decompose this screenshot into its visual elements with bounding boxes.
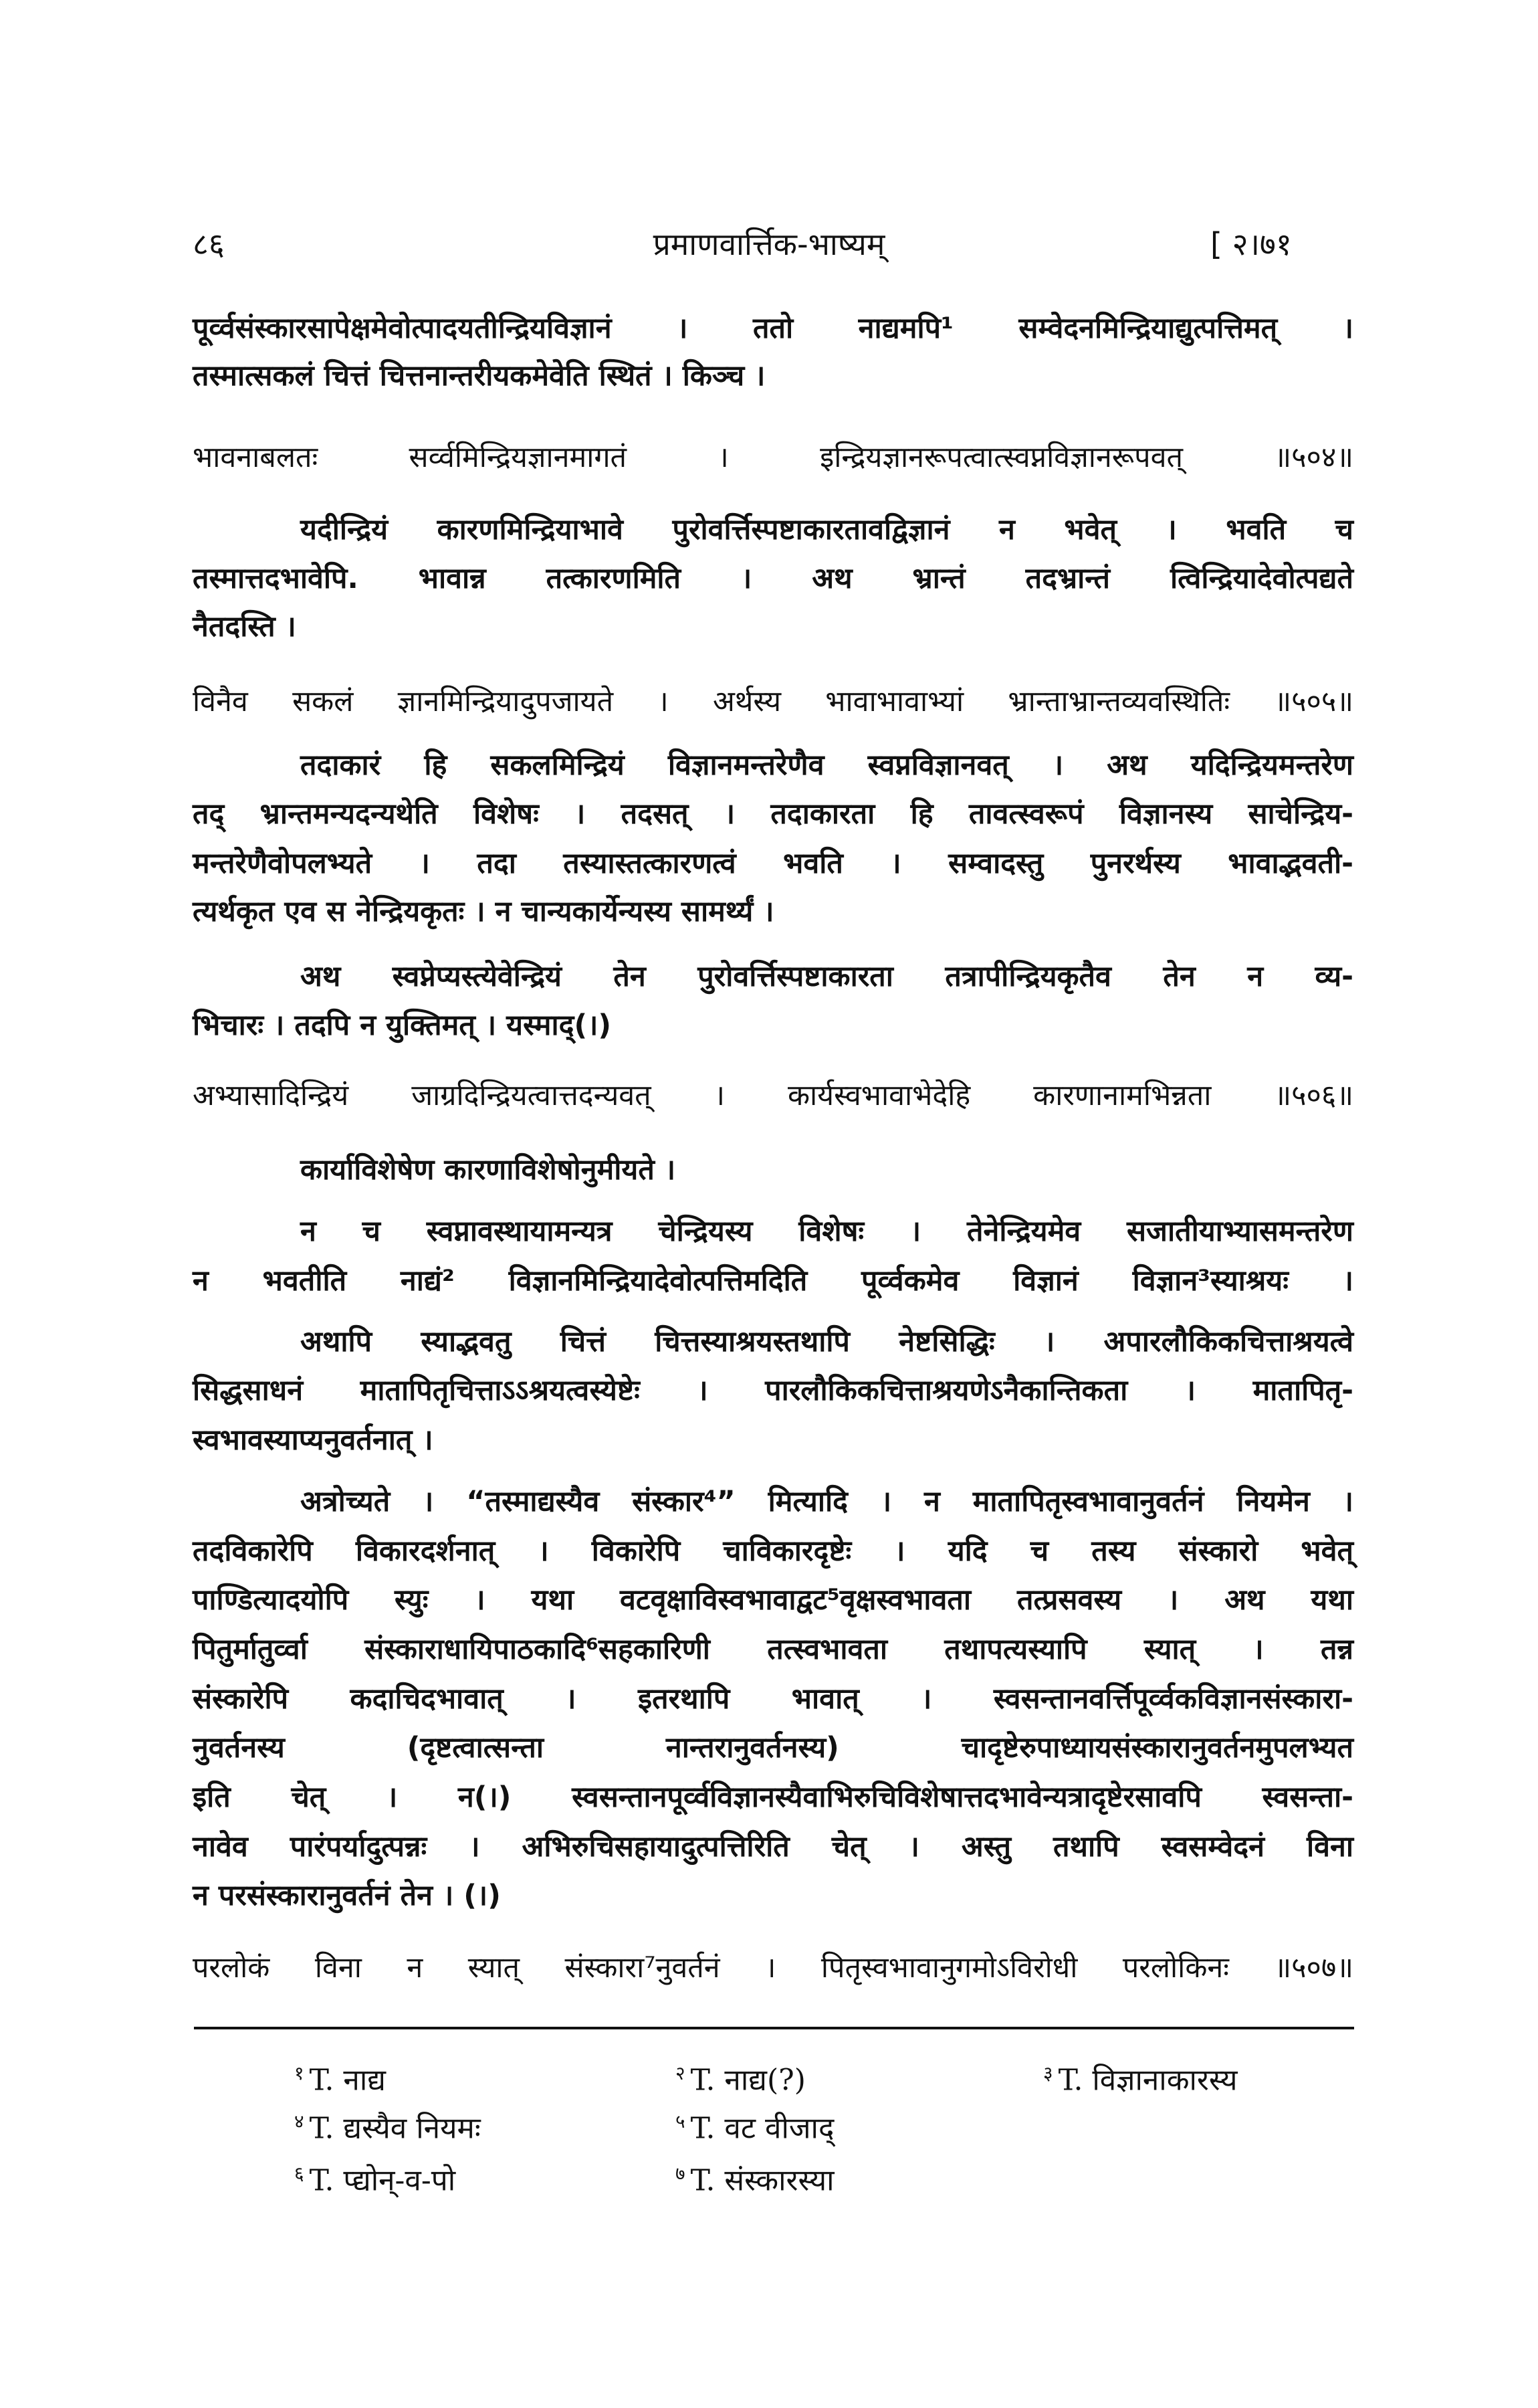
text-line: संस्कारेपि कदाचिदभावात् । इतरथापि भावात् । स्वसन्तानवर्त्तिपूर्व्वकविज्ञानसंस्कारा-: [193, 1682, 1353, 1716]
text-line: सिद्धसाधनं मातापितृचित्ताऽऽश्रयत्वस्येष्टेः । पारलौकिकचित्ताश्रयणेऽनैकान्तिकता । मातापितृ-: [193, 1374, 1353, 1407]
footnote-marker: ३: [1043, 2062, 1053, 2084]
text-line: पूर्व्वसंस्कारसापेक्षमेवोत्पादयतीन्द्रियविज्ञानं । ततो नाद्यमपि¹ सम्वेदनमिन्द्रियाद्युत्पत्तिमत् ।: [193, 312, 1353, 345]
footnote-text: T. वट वीजाद्: [690, 2111, 835, 2146]
text-line: नुवर्तनस्य (दृष्टत्वात्सन्ता नान्तरानुवर्तनस्य) चादृष्टेरुपाध्यायसंस्कारानुवर्तनमुपलभ्यत: [193, 1731, 1353, 1765]
verse-line: परलोकं विना न स्यात् संस्कारा⁷नुवर्तनं । पितृस्वभावानुगमोऽविरोधी परलोकिनः ॥५०७॥: [193, 1951, 1353, 1985]
text-line: नैतदस्ति ।: [193, 610, 296, 643]
footnote-marker: ७: [675, 2163, 685, 2185]
footnote-divider: [194, 2027, 1354, 2029]
footnote-marker: ४: [294, 2110, 304, 2132]
running-title: प्रमाणवार्त्तिक-भाष्यम्: [653, 226, 885, 262]
text-line: नावेव पारंपर्यादुत्पन्नः । अभिरुचिसहायादुत्पत्तिरिति चेत् । अस्तु तथापि स्वसम्वेदनं विना: [193, 1830, 1353, 1864]
page-number: ८६: [193, 226, 225, 262]
text-line: अथापि स्याद्भवतु चित्तं चित्तस्याश्रयस्तथापि नेष्टसिद्धिः । अपारलौकिकचित्ताश्रयत्वे: [300, 1325, 1353, 1359]
footnote-text: T. द्यस्यैव नियमः: [309, 2111, 481, 2146]
text-line: स्वभावस्याप्यनुवर्तनात् ।: [193, 1423, 433, 1457]
text-line: इति चेत् । न(।) स्वसन्तानपूर्व्वविज्ञानस्यैवाभिरुचिविशेषात्तदभावेन्यत्रादृष्टेरसावपि स्वसन्ता-: [193, 1781, 1353, 1814]
text-line: अत्रोच्यते । “तस्माद्यस्यैव संस्कार⁴” मित्यादि । न मातापितृस्वभावानुवर्तनं नियमेन ।: [300, 1485, 1353, 1518]
text-line: तदविकारेपि विकारदर्शनात् । विकारेपि चाविकारदृष्टेः । यदि च तस्य संस्कारो भवेत्: [193, 1534, 1353, 1568]
text-line: मन्तरेणैवोपलभ्यते । तदा तस्यास्तत्कारणत्वं भवति । सम्वादस्तु पुनरर्थस्य भावाद्भवती-: [193, 847, 1353, 880]
text-line: त्यर्थकृत एव स नेन्द्रियकृतः । न चान्यकार्येन्यस्य सामर्थ्यं ।: [193, 895, 774, 928]
text-line: तदाकारं हि सकलमिन्द्रियं विज्ञानमन्तरेणैव स्वप्नविज्ञानवत् । अथ यदिन्द्रियमन्तरेण: [300, 748, 1353, 782]
footnote-text: T. विज्ञानाकारस्य: [1058, 2063, 1238, 2098]
text-line: कार्याविशेषेण कारणाविशेषोनुमीयते ।: [300, 1153, 676, 1187]
text-line: यदीन्द्रियं कारणमिन्द्रियाभावे पुरोवर्त्तिस्पष्टाकारतावद्विज्ञानं न भवेत् । भवति च: [300, 513, 1353, 546]
footnote-marker: २: [675, 2062, 685, 2084]
text-line: न च स्वप्नावस्थायामन्यत्र चेन्द्रियस्य विशेषः । तेनेन्द्रियमेव सजातीयाभ्यासमन्तरेण: [300, 1215, 1353, 1248]
footnote: [1043, 2052, 1238, 2098]
footnote: [294, 2052, 386, 2098]
footnote-text: T. संस्कारस्या: [690, 2163, 835, 2198]
verse-line: विनैव सकलं ज्ञानमिन्द्रियादुपजायते । अर्थस्य भावाभावाभ्यां भ्रान्ताभ्रान्तव्यवस्थितिः ॥५०५॥: [193, 685, 1353, 718]
verse-line: अभ्यासादिन्द्रियं जाग्रदिन्द्रियत्वात्तदन्यवत् । कार्यस्वभावाभेदेहि कारणानामभिन्नता ॥५०६॥: [193, 1079, 1353, 1112]
footnote: [675, 2100, 835, 2146]
text-line: अथ स्वप्नेप्यस्त्येवेन्द्रियं तेन पुरोवर्त्तिस्पष्टाकारता तत्रापीन्द्रियकृतैव तेन न व्य-: [300, 960, 1353, 993]
footnote: [675, 2052, 806, 2098]
footnote: [294, 2152, 456, 2198]
footnote-text: T. प्द्योन्-व-पो: [309, 2163, 456, 2198]
text-line: तद् भ्रान्तमन्यदन्यथेति विशेषः । तदसत् । तदाकारता हि तावत्स्वरूपं विज्ञानस्य साचेन्द्रिय-: [193, 797, 1353, 831]
footnote-text: T. नाद्य: [309, 2063, 386, 2098]
footnote-marker: ५: [675, 2110, 685, 2132]
text-line: भिचारः । तदपि न युक्तिमत् । यस्माद्(।): [193, 1009, 612, 1042]
footnote-text: T. नाद्य(?): [690, 2063, 806, 2098]
footnote-marker: ६: [294, 2163, 304, 2185]
verse-line: भावनाबलतः सर्व्वमिन्द्रियज्ञानमागतं । इन्द्रियज्ञानरूपत्वात्स्वप्नविज्ञानरूपवत् ॥५०४॥: [193, 441, 1353, 474]
section-reference: [ २।७१: [1210, 226, 1292, 262]
text-line: न परसंस्कारानुवर्तनं तेन । (।): [193, 1879, 501, 1912]
footnote: [675, 2152, 835, 2198]
text-line: पितुर्मातुर्व्वा संस्काराधायिपाठकादि⁶सहकारिणी तत्स्वभावता तथापत्यस्यापि स्यात् । तन्न: [193, 1633, 1353, 1666]
text-line: पाण्डित्यादयोपि स्युः । यथा वटवृक्षाविस्वभावाद्वट⁵वृक्षस्वभावता तत्प्रसवस्य । अथ यथा: [193, 1583, 1353, 1617]
text-line: तस्मात्सकलं चित्तं चित्तनान्तरीयकमेवेति स्थितं । किञ्च ।: [193, 359, 766, 393]
text-line: तस्मात्तदभावेपि. भावान्न तत्कारणमिति । अथ भ्रान्तं तदभ्रान्तं त्विन्द्रियादेवोत्पद्यते: [193, 562, 1353, 595]
footnote-marker: १: [294, 2062, 304, 2084]
footnote: [294, 2100, 481, 2146]
text-line: न भवतीति नाद्यं² विज्ञानमिन्द्रियादेवोत्पत्तिमदिति पूर्व्वकमेव विज्ञानं विज्ञान³स्याश्रयः ।: [193, 1264, 1353, 1298]
